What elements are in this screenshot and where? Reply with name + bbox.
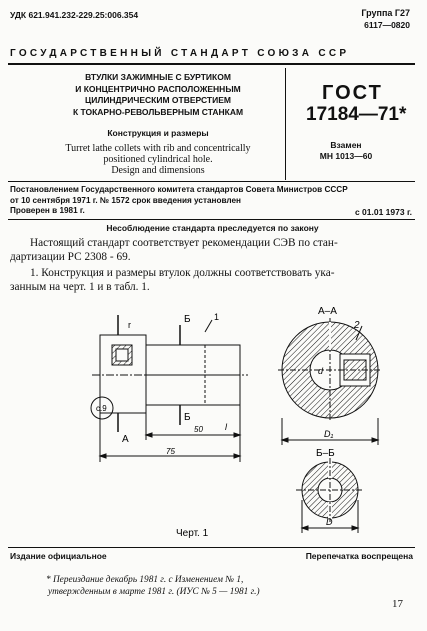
dim-2: 2 [354, 320, 360, 331]
detail-label: с.9 [96, 404, 107, 413]
title-divider [285, 68, 286, 180]
title-ru-line: И КОНЦЕНТРИЧНО РАСПОЛОЖЕННЫМ [75, 83, 241, 94]
part-mark-1: 1 [214, 312, 220, 322]
dim-D: D [326, 517, 333, 527]
title-ru [40, 72, 276, 118]
replaces-label: Взамен [330, 140, 362, 150]
effective-date: с 01.01 1973 г. [354, 207, 412, 217]
dim-d: d [318, 366, 324, 376]
a-mark-top: r [128, 320, 131, 330]
state-standard-heading: ГОСУДАРСТВЕННЫЙ СТАНДАРТ СОЮЗА ССР [10, 48, 350, 59]
paragraph-2-line-1: 1. Конструкция и размеры втулок должны соответствовать ука- [30, 267, 335, 279]
paragraph-1-line-2: дартизации РС 2308 - 69. [10, 251, 131, 263]
decree-line: Постановлением Государственного комитета стандартов Совета Министров СССР [10, 185, 348, 194]
official-edition: Издание официальное [10, 551, 107, 561]
title-en [40, 143, 276, 176]
paragraph-2-line-2: занным на черт. 1 и в табл. 1. [10, 281, 150, 293]
decree-rule [8, 219, 415, 220]
screw-head [116, 349, 128, 361]
group-code: Группа Г27 [361, 8, 410, 18]
title-en-line: positioned cylindrical hole. [103, 154, 213, 165]
dim-50: 50 [194, 425, 203, 434]
decree-text [10, 185, 348, 217]
footnote-line-2: утвержденным в марте 1981 г. (ИУС № 5 — 1981 г.) [48, 587, 260, 597]
reprint-prohibited: Перепечатка воспрещена [305, 551, 413, 561]
title-rule [8, 181, 415, 182]
dim-75: 75 [166, 447, 175, 456]
footnote-line-1: * Переиздание декабрь 1981 г. с Изменением № 1, [46, 575, 244, 585]
dim-d1: D₁ [324, 429, 334, 439]
title-ru-subtitle: Конструкция и размеры [107, 128, 209, 138]
b-mark-top: Б [184, 314, 191, 325]
footer-rule [8, 547, 415, 548]
decree-checked: Проверен в 1981 г. [10, 206, 85, 215]
dim-l: l [225, 422, 227, 432]
page-number: 17 [392, 598, 403, 610]
title-ru-line: К ТОКАРНО-РЕВОЛЬВЕРНЫМ СТАНКАМ [72, 106, 244, 117]
figure-caption: Черт. 1 [176, 528, 209, 539]
b-mark-bottom: Б [184, 412, 191, 423]
title-en-line: Turret lathe collets with rib and concentrically [65, 143, 251, 154]
product-code: 6117—0820 [364, 20, 410, 30]
penalty-notice: Несоблюдение стандарта преследуется по закону [106, 223, 319, 233]
gost-label: ГОСТ [322, 82, 383, 104]
section-aa-label: А–А [318, 306, 337, 317]
title-en-line: Design and dimensions [111, 165, 205, 176]
technical-drawing [0, 290, 427, 540]
gost-number: 17184—71* [306, 104, 407, 125]
decree-line: от 10 сентября 1971 г. № 1572 срок введения установлен [10, 195, 241, 205]
title-ru-line: ВТУЛКИ ЗАЖИМНЫЕ С БУРТИКОМ [85, 72, 231, 82]
a-mark-bottom: А [122, 434, 129, 445]
section-bb-label: Б–Б [316, 448, 335, 459]
side-view [91, 315, 248, 462]
udk-code: УДК 621.941.232-229.25:006.354 [10, 10, 139, 20]
title-ru-line: ЦИЛИНДРИЧЕСКИМ ОТВЕРСТИЕМ [85, 95, 231, 105]
section-a-a [278, 318, 382, 445]
paragraph-1-line-1: Настоящий стандарт соответствует рекомендации СЭВ по стан- [30, 237, 338, 249]
header-rule [8, 63, 415, 65]
replaces-standard: МН 1013—60 [319, 151, 373, 161]
